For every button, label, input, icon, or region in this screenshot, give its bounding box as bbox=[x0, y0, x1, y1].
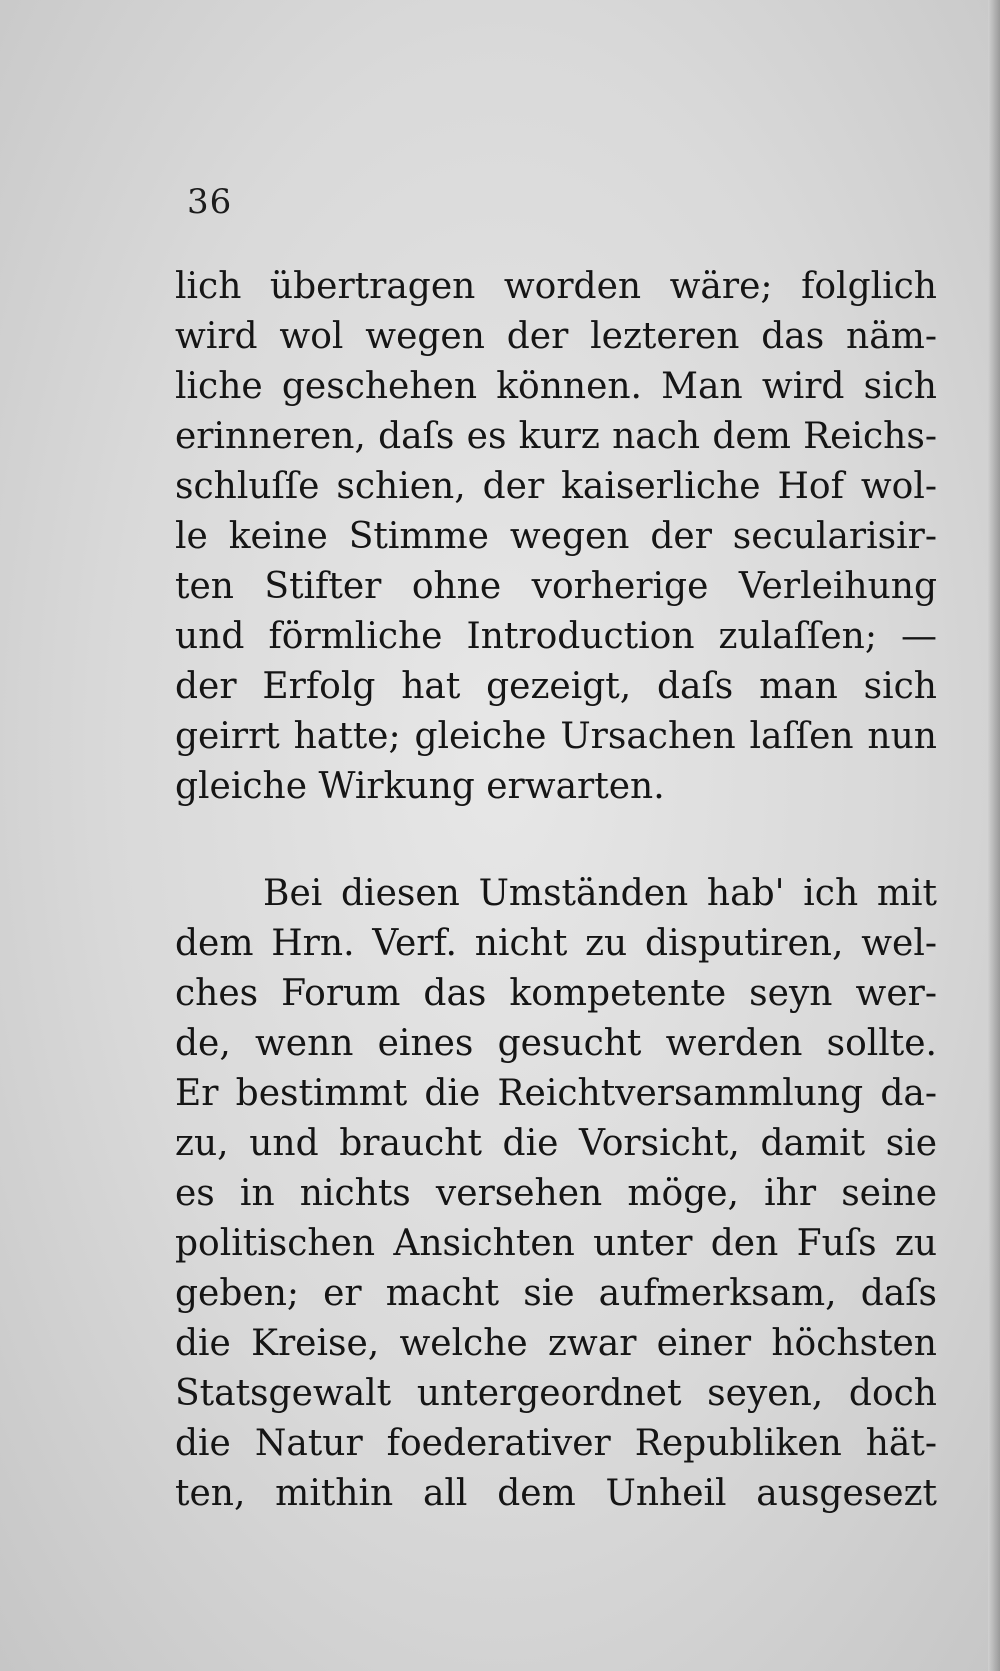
text-line: es in nichts versehen möge, ihr seine bbox=[175, 1173, 937, 1214]
text-line: die Kreise, welche zwar einer höchsten bbox=[175, 1323, 937, 1364]
text-line: Bei diesen Umständen hab' ich mit bbox=[263, 873, 937, 914]
text-line: der Erfolg hat gezeigt, daſs man sich bbox=[175, 666, 937, 707]
text-line: wird wol wegen der lezteren das näm- bbox=[175, 316, 937, 357]
body-text bbox=[175, 262, 937, 1519]
paragraph bbox=[175, 869, 937, 1519]
text-line: dem Hrn. Verf. nicht zu disputiren, wel- bbox=[175, 923, 937, 964]
text-line: ten Stifter ohne vorherige Verleihung bbox=[175, 566, 937, 607]
text-line: erinneren, daſs es kurz nach dem Reichs- bbox=[175, 416, 937, 457]
text-line: zu, und braucht die Vorsicht, damit sie bbox=[175, 1123, 937, 1164]
paragraph-gap bbox=[175, 812, 937, 869]
text-line: die Natur foederativer Republiken hät- bbox=[175, 1423, 937, 1464]
text-line: ten, mithin all dem Unheil ausgesezt bbox=[175, 1473, 937, 1514]
page-edge-shadow bbox=[988, 0, 1000, 1671]
text-line: politischen Ansichten unter den Fuſs zu bbox=[175, 1223, 937, 1264]
text-line: lich übertragen worden wäre; folglich bbox=[175, 266, 937, 307]
text-line: Er bestimmt die Reichtversammlung da- bbox=[175, 1073, 937, 1114]
text-line: gleiche Wirkung erwarten. bbox=[175, 766, 665, 807]
page-number: 36 bbox=[187, 182, 233, 222]
text-line: geben; er macht sie aufmerksam, daſs bbox=[175, 1273, 937, 1314]
text-line: liche geschehen können. Man wird sich bbox=[175, 366, 937, 407]
text-line: geirrt hatte; gleiche Ursachen laſſen nun bbox=[175, 716, 937, 757]
text-line: de, wenn eines gesucht werden sollte. bbox=[175, 1023, 937, 1064]
text-line: Statsgewalt untergeordnet seyen, doch bbox=[175, 1373, 937, 1414]
text-line: schluſſe schien, der kaiserliche Hof wol- bbox=[175, 466, 937, 507]
text-line: und förmliche Introduction zulaſſen; — bbox=[175, 616, 937, 657]
text-line: le keine Stimme wegen der secularisir- bbox=[175, 516, 937, 557]
paragraph bbox=[175, 262, 937, 812]
text-line: ches Forum das kompetente seyn wer- bbox=[175, 973, 937, 1014]
